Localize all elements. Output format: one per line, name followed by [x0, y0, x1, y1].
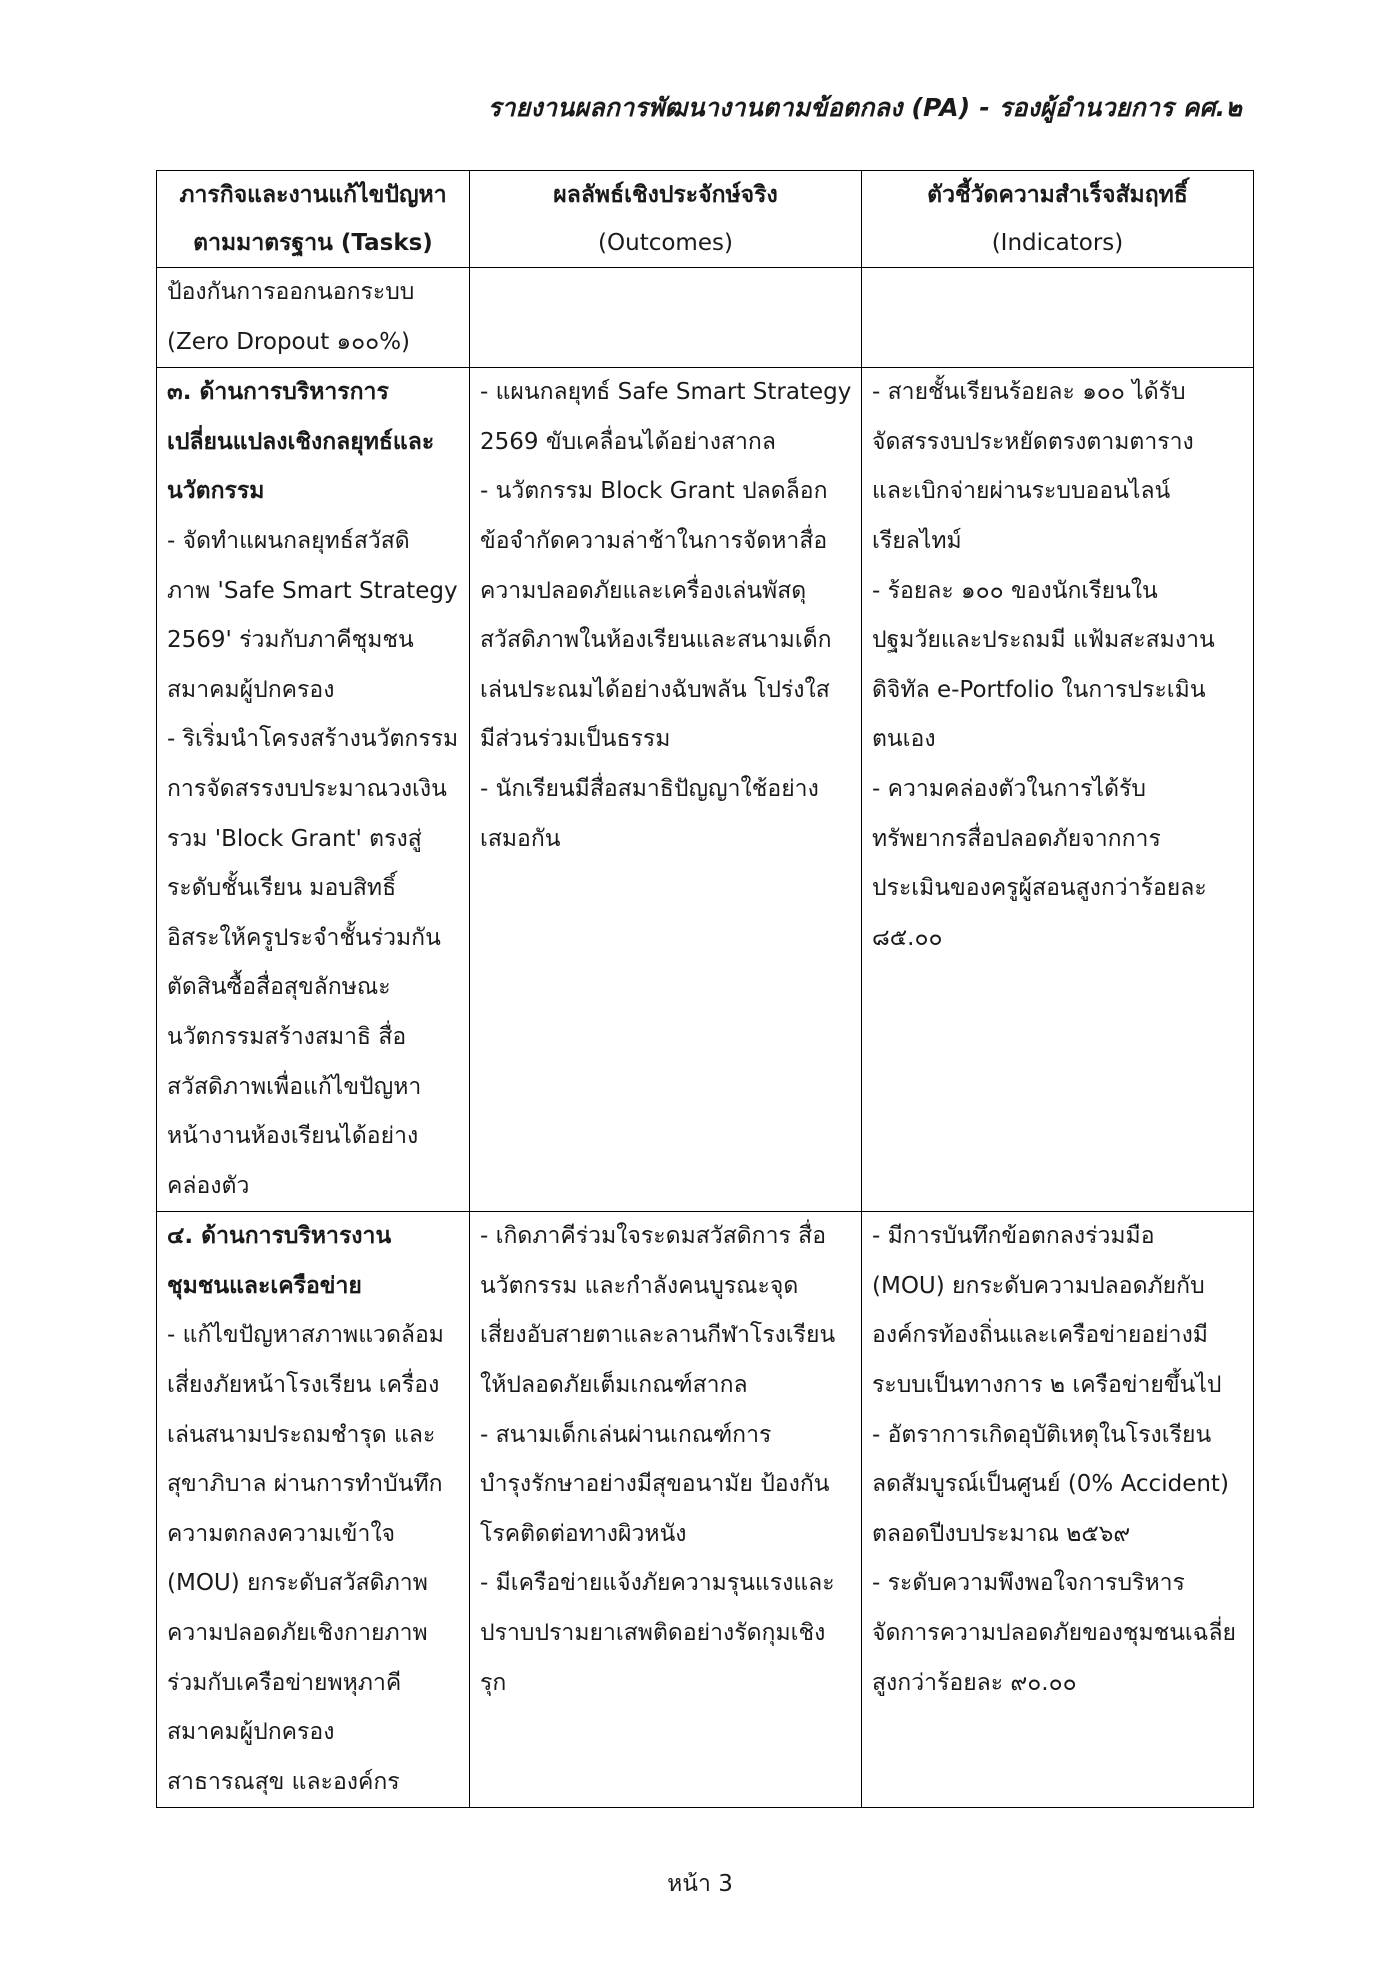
cell-text-line: บำรุงรักษาอย่างมีสุขอนามัย ป้องกัน	[480, 1471, 830, 1498]
cell-text-line: ให้ปลอดภัยเต็มเกณฑ์สากล	[480, 1372, 748, 1399]
cell-text-line: ความตกลงความเข้าใจ	[167, 1520, 396, 1547]
cell-text-line: เล่นประณมได้อย่างฉับพลัน โปร่งใส	[480, 676, 830, 703]
cell-text-line: 2569' ร่วมกับภาคีชุมชน	[167, 627, 414, 654]
cell-text-line: - นวัตกรรม Block Grant ปลดล็อก	[480, 478, 828, 505]
cell-text-line: มีส่วนร่วมเป็นธรรม	[480, 726, 671, 753]
table-body	[157, 268, 1254, 1808]
cell-text-line: ความปลอดภัยและเครื่องเล่นพัสดุ	[480, 577, 807, 604]
cell-text-line: เสี่ยงภัยหน้าโรงเรียน เครื่อง	[167, 1372, 440, 1399]
table-row	[157, 368, 1254, 1212]
cell-text-line: คล่องตัว	[167, 1172, 250, 1199]
column-header-line: ผลลัพธ์เชิงประจักษ์จริง	[553, 182, 778, 208]
cell-text-line: - เกิดภาคีร่วมใจระดมสวัสดิการ สื่อ	[480, 1223, 827, 1250]
section-heading-line: ๓. ด้านการบริหารการ	[167, 379, 389, 406]
table-row	[157, 268, 1254, 368]
cell-text-line: องค์กรท้องถิ่นและเครือข่ายอย่างมี	[872, 1322, 1208, 1349]
table-row	[157, 1212, 1254, 1808]
cell-text-line: สวัสดิภาพในห้องเรียนและสนามเด็ก	[480, 627, 832, 654]
column-header-line: (Indicators)	[991, 230, 1124, 256]
cell-text-line: จัดการความปลอดภัยของชุมชนเฉลี่ย	[872, 1620, 1237, 1647]
cell-text-line: เสี่ยงอับสายตาและลานกีฬาโรงเรียน	[480, 1322, 836, 1349]
cell-text-line: - มีการบันทึกข้อตกลงร่วมมือ	[872, 1223, 1155, 1250]
cell-text-line: ดิจิทัล e-Portfolio ในการประเมิน	[872, 676, 1206, 703]
column-header-line: ภารกิจและงานแก้ไขปัญหา	[179, 182, 447, 208]
cell-text-line: - สนามเด็กเล่นผ่านเกณฑ์การ	[480, 1421, 772, 1448]
pa-table	[156, 170, 1254, 1808]
cell-text-line: ตัดสินซื้อสื่อสุขลักษณะ	[167, 974, 391, 1001]
cell-text-line: สุขาภิบาล ผ่านการทำบันทึก	[167, 1471, 443, 1498]
cell-text-line: ทรัพยากรสื่อปลอดภัยจากการ	[872, 825, 1161, 852]
indicators-cell	[862, 268, 1254, 368]
cell-text-line: ปฐมวัยและประถมมี แฟ้มสะสมงาน	[872, 627, 1215, 654]
cell-text-line: ระดับชั้นเรียน มอบสิทธิ์	[167, 875, 397, 902]
cell-text-line: ข้อจำกัดความล่าช้าในการจัดหาสื่อ	[480, 527, 828, 554]
table-header-row	[157, 171, 1254, 268]
cell-text-line: นวัตกรรม และกำลังคนบูรณะจุด	[480, 1272, 799, 1299]
cell-text-line: เสมอกัน	[480, 825, 561, 852]
cell-text-line: สมาคมผู้ปกครอง	[167, 1719, 335, 1746]
cell-text-line: (MOU) ยกระดับสวัสดิภาพ	[167, 1570, 428, 1597]
cell-text-line: ลดสัมบูรณ์เป็นศูนย์ (0% Accident)	[872, 1471, 1229, 1498]
cell-text-line: การจัดสรรงบประมาณวงเงิน	[167, 775, 447, 802]
indicators-cell	[862, 1212, 1254, 1808]
tasks-cell	[157, 268, 470, 368]
cell-text-line: ร่วมกับเครือข่ายพหุภาคี	[167, 1669, 402, 1696]
cell-text-line: ปราบปรามยาเสพติดอย่างรัดกุมเชิง	[480, 1620, 826, 1647]
cell-text-line: ประเมินของครูผู้สอนสูงกว่าร้อยละ	[872, 875, 1207, 902]
indicators-cell	[862, 368, 1254, 1212]
tasks-cell	[157, 368, 470, 1212]
page-number: หน้า 3	[667, 1871, 733, 1897]
cell-text-line: - แผนกลยุทธ์ Safe Smart Strategy	[480, 379, 852, 406]
cell-text-line: ภาพ 'Safe Smart Strategy	[167, 577, 458, 604]
section-heading-line: ๔. ด้านการบริหารงาน	[167, 1223, 392, 1250]
cell-text-line: - ความคล่องตัวในการได้รับ	[872, 775, 1146, 802]
cell-text-line: ป้องกันการออกนอกระบบ	[167, 279, 415, 305]
cell-text-line: ๘๕.๐๐	[872, 924, 943, 951]
section-heading-line: เปลี่ยนแปลงเชิงกลยุทธ์และ	[167, 428, 435, 455]
cell-text-line: โรคติดต่อทางผิวหนัง	[480, 1520, 687, 1547]
cell-text-line: - มีเครือข่ายแจ้งภัยความรุนแรงและ	[480, 1570, 835, 1597]
cell-text-line: - สายชั้นเรียนร้อยละ ๑๐๐ ได้รับ	[872, 379, 1186, 406]
column-header-outcomes	[470, 171, 862, 268]
cell-text-line: นวัตกรรมสร้างสมาธิ สื่อ	[167, 1023, 407, 1050]
cell-text-line: - แก้ไขปัญหาสภาพแวดล้อม	[167, 1322, 444, 1349]
column-header-indicators	[862, 171, 1254, 268]
cell-text-line: ระบบเป็นทางการ ๒ เครือข่ายขึ้นไป	[872, 1372, 1222, 1399]
tasks-cell	[157, 1212, 470, 1808]
column-header-line: ตามมาตรฐาน (Tasks)	[193, 230, 433, 256]
cell-text-line: เรียลไทม์	[872, 527, 962, 554]
cell-text-line: รวม 'Block Grant' ตรงสู่	[167, 825, 422, 852]
cell-text-line: จัดสรรงบประหยัดตรงตามตาราง	[872, 428, 1194, 455]
cell-text-line: ตลอดปีงบประมาณ ๒๕๖๙	[872, 1520, 1131, 1547]
cell-text-line: - จัดทำแผนกลยุทธ์สวัสดิ	[167, 527, 410, 554]
cell-text-line: สาธารณสุข และองค์กร	[167, 1768, 400, 1795]
column-header-line: (Outcomes)	[598, 230, 733, 256]
cell-text-line: หน้างานห้องเรียนได้อย่าง	[167, 1123, 419, 1150]
cell-text-line: - ร้อยละ ๑๐๐ ของนักเรียนใน	[872, 577, 1158, 604]
cell-text-line: (Zero Dropout ๑๐๐%)	[167, 328, 411, 355]
cell-text-line: - นักเรียนมีสื่อสมาธิปัญญาใช้อย่าง	[480, 775, 819, 802]
cell-text-line: สวัสดิภาพเพื่อแก้ไขปัญหา	[167, 1073, 422, 1100]
cell-text-line: (MOU) ยกระดับความปลอดภัยกับ	[872, 1272, 1205, 1299]
document-header: รายงานผลการพัฒนางานตามข้อตกลง (PA) - รองผู้อำนวยการ คศ.๒	[487, 93, 1242, 122]
cell-text-line: และเบิกจ่ายผ่านระบบออนไลน์	[872, 478, 1171, 505]
section-heading-line: นวัตกรรม	[167, 478, 265, 505]
cell-text-line: เล่นสนามประถมชำรุด และ	[167, 1421, 436, 1448]
cell-text-line: ตนเอง	[872, 726, 936, 753]
cell-text-line: ความปลอดภัยเชิงกายภาพ	[167, 1620, 428, 1647]
cell-text-line: สมาคมผู้ปกครอง	[167, 676, 335, 703]
section-heading-line: ชุมชนและเครือข่าย	[167, 1272, 362, 1299]
outcomes-cell	[470, 368, 862, 1212]
cell-text-line: รุก	[480, 1669, 507, 1696]
outcomes-cell	[470, 1212, 862, 1808]
column-header-tasks	[157, 171, 470, 268]
cell-text-line: 2569 ขับเคลื่อนได้อย่างสากล	[480, 428, 776, 455]
cell-text-line: - ริเริ่มนำโครงสร้างนวัตกรรม	[167, 726, 459, 753]
outcomes-cell	[470, 268, 862, 368]
cell-text-line: อิสระให้ครูประจำชั้นร่วมกัน	[167, 924, 441, 951]
cell-text-line: สูงกว่าร้อยละ ๙๐.๐๐	[872, 1669, 1077, 1696]
column-header-line: ตัวชี้วัดความสำเร็จสัมฤทธิ์	[927, 182, 1188, 208]
cell-text-line: - ระดับความพึงพอใจการบริหาร	[872, 1570, 1185, 1597]
cell-text-line: - อัตราการเกิดอุบัติเหตุในโรงเรียน	[872, 1421, 1212, 1448]
